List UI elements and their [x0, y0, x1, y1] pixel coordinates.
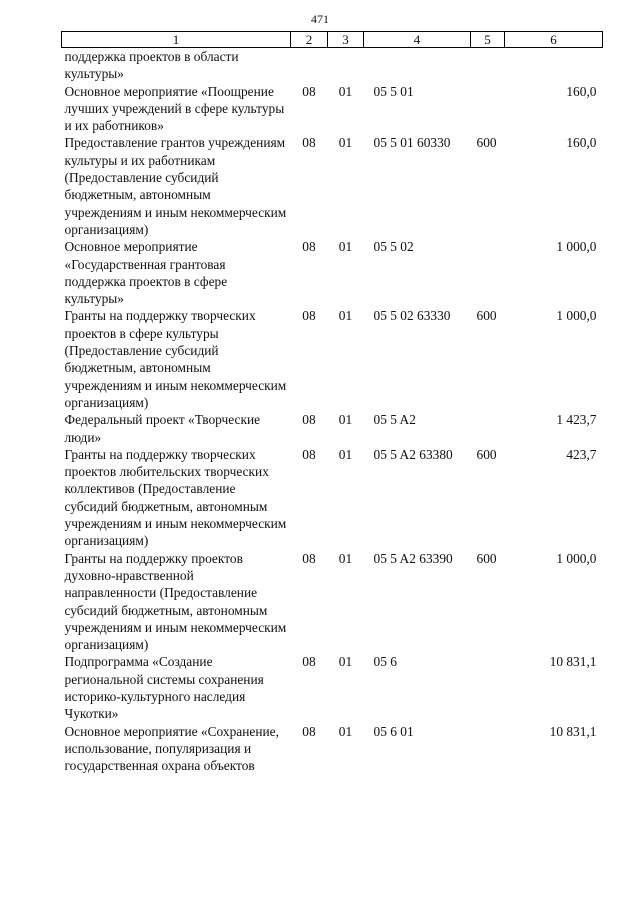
table-row [62, 723, 603, 775]
row-section: 08 [302, 308, 316, 324]
row-section: 08 [302, 654, 316, 670]
row-subsection: 01 [338, 239, 353, 255]
column-header-subsection: 3 [328, 32, 364, 48]
row-expense-type [471, 83, 505, 135]
column-header-amount: 6 [505, 32, 603, 48]
row-section: 08 [302, 723, 316, 739]
row-name: Гранты на поддержку творческих проектов в сфере культуры (Предоставление субсидий бюджетным, автономным учреждениям и иным некоммерческим организациям) [64, 308, 287, 410]
row-expense-type [471, 723, 505, 775]
row-expense-type: 600 [476, 446, 497, 462]
row-amount: 1 000,0 [556, 550, 597, 566]
row-subsection: 01 [338, 654, 353, 670]
table-row [62, 238, 603, 307]
row-target-article: 05 5 A2 63380 [373, 446, 453, 462]
row-target-article: 05 5 A2 [373, 412, 416, 428]
row-name: Основное мероприятие «Поощрение лучших учреждений в сфере культуры и их работников» [64, 83, 285, 134]
table-row [62, 446, 603, 550]
row-amount: 10 831,1 [549, 654, 597, 670]
row-section: 08 [302, 135, 316, 151]
table-row [62, 48, 603, 83]
row-amount: 423,7 [566, 446, 597, 462]
row-expense-type: 600 [476, 135, 497, 151]
row-target-article: 05 6 01 [373, 723, 414, 739]
table-row [62, 83, 603, 135]
row-subsection: 01 [338, 83, 353, 99]
row-section: 08 [302, 446, 316, 462]
table-row [62, 134, 603, 238]
row-subsection: 01 [338, 550, 353, 566]
table-row [62, 653, 603, 722]
row-target-article: 05 5 01 [373, 83, 414, 99]
row-amount: 1 000,0 [556, 239, 597, 255]
table-header-row [62, 32, 603, 48]
row-target-article: 05 5 02 63330 [373, 308, 451, 324]
row-section [291, 48, 328, 83]
row-name: Гранты на поддержку творческих проектов любительских творческих коллективов (Предоставление субсидий бюджетным, автономным учреждениям и иным некоммерческим организациям) [64, 446, 287, 549]
row-target-article: 05 6 [373, 654, 397, 670]
row-amount: 1 423,7 [556, 412, 597, 428]
budget-table [61, 31, 603, 774]
row-name: Основное мероприятие «Сохранение, использование, популяризация и государственная охрана объектов [64, 723, 279, 774]
row-section: 08 [302, 239, 316, 255]
row-name: Подпрограмма «Создание региональной системы сохранения историко-культурного наследия Чукотки» [64, 654, 264, 722]
row-subsection: 01 [338, 446, 353, 462]
row-subsection [328, 48, 364, 83]
column-header-section: 2 [291, 32, 328, 48]
row-target-article: 05 5 A2 63390 [373, 550, 453, 566]
column-header-name: 1 [62, 32, 291, 48]
row-section: 08 [302, 412, 316, 428]
row-subsection: 01 [338, 308, 353, 324]
row-amount [505, 48, 603, 83]
row-subsection: 01 [338, 723, 353, 739]
row-name: поддержка проектов в области культуры» [64, 49, 239, 82]
row-amount: 160,0 [566, 135, 597, 151]
row-amount: 160,0 [566, 83, 597, 99]
table-row [62, 550, 603, 654]
row-target-article: 05 5 02 [373, 239, 414, 255]
row-name: Основное мероприятие «Государственная грантовая поддержка проектов в сфере культуры» [64, 239, 228, 307]
row-subsection: 01 [338, 135, 353, 151]
row-target-article: 05 5 01 60330 [373, 135, 451, 151]
row-section: 08 [302, 550, 316, 566]
row-subsection: 01 [338, 412, 353, 428]
row-expense-type: 600 [476, 550, 497, 566]
row-expense-type [471, 48, 505, 83]
row-amount: 1 000,0 [556, 308, 597, 324]
row-expense-type [471, 411, 505, 446]
row-name: Федеральный проект «Творческие люди» [64, 412, 261, 445]
row-name: Гранты на поддержку проектов духовно-нравственной направленности (Предоставление субсидий бюджетным, автономным учреждениям и иным некоммерческим организациям) [64, 550, 287, 653]
row-name: Предоставление грантов учреждениям культуры и их работникам (Предоставление субсидий бюджетным, автономным учреждениям и иным некоммерческим организациям) [64, 135, 287, 237]
row-expense-type [471, 238, 505, 307]
row-expense-type [471, 653, 505, 722]
table-row [62, 411, 603, 446]
row-section: 08 [302, 83, 316, 99]
column-header-expense-type: 5 [471, 32, 505, 48]
row-expense-type: 600 [476, 308, 497, 324]
row-amount: 10 831,1 [549, 723, 597, 739]
row-target-article [364, 48, 471, 83]
column-header-target-article: 4 [364, 32, 471, 48]
page-number: 471 [311, 12, 329, 26]
table-row [62, 307, 603, 411]
